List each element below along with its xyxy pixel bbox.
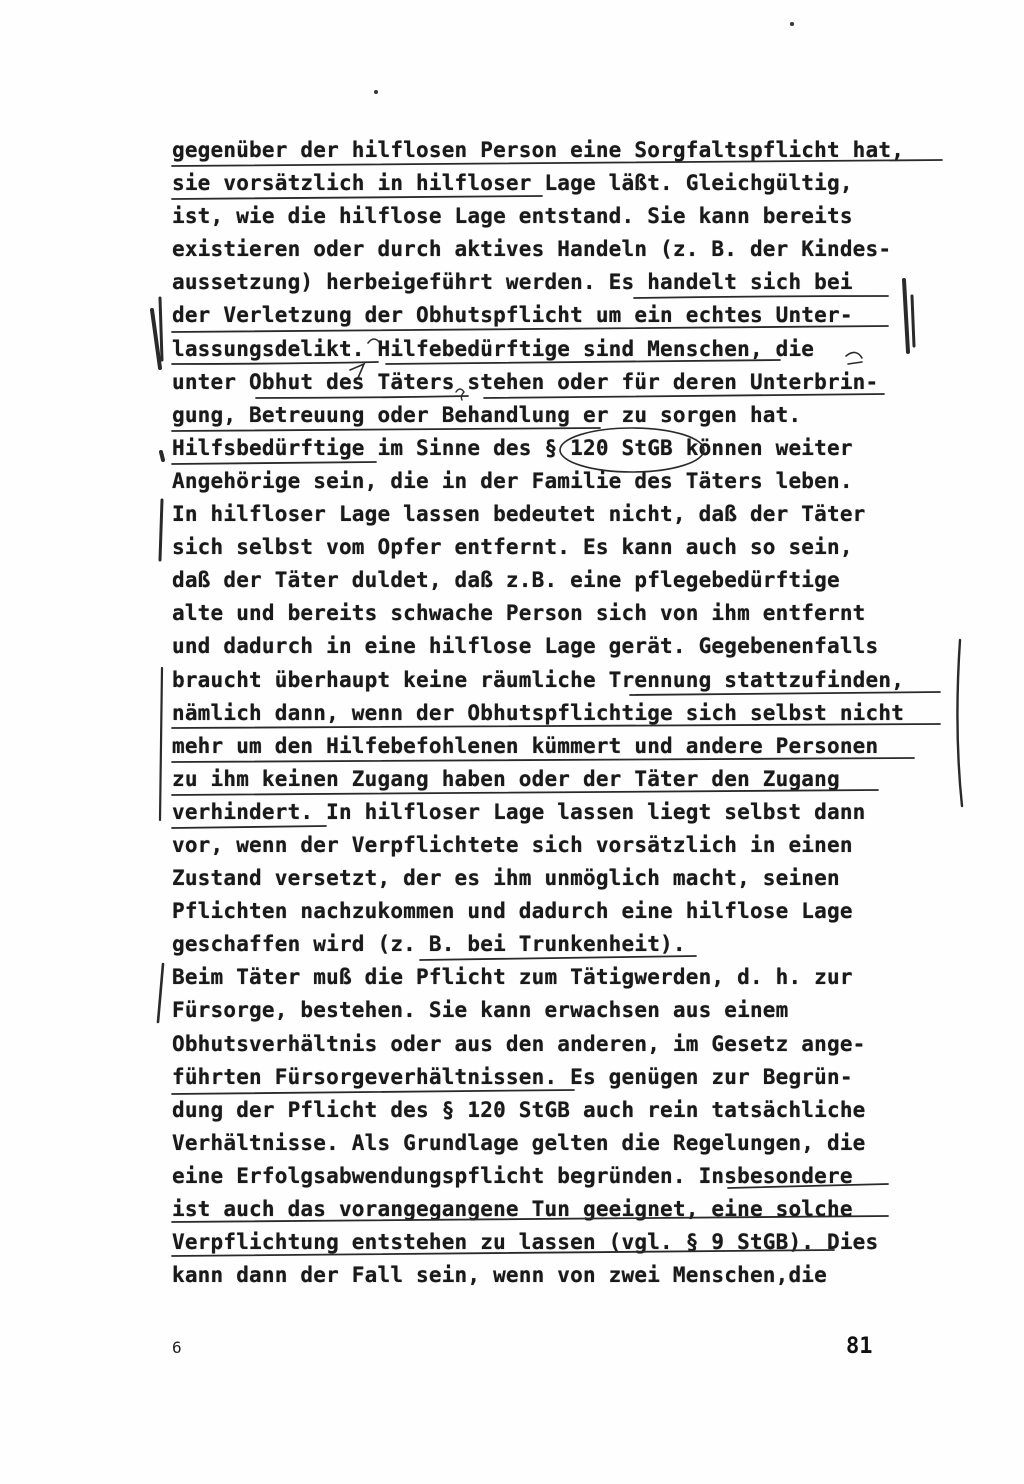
page-number: 81 bbox=[846, 1334, 873, 1359]
margin-bar bbox=[161, 452, 163, 460]
text-line: Angehörige sein, die in der Familie des Täters leben. bbox=[172, 468, 853, 493]
text-line: alte und bereits schwache Person sich von ihm entfernt bbox=[172, 601, 866, 626]
text-line: Zustand versetzt, der es ihm unmöglich macht, seinen bbox=[172, 866, 840, 891]
text-line: daß der Täter duldet, daß z.B. eine pflegebedürftige bbox=[172, 568, 840, 593]
text-line: Obhutsverhältnis oder aus den anderen, im Gesetz ange- bbox=[172, 1031, 866, 1056]
text-line: gegenüber der hilflosen Person eine Sorgfaltspflicht hat, bbox=[172, 138, 905, 162]
text-line: geschaffen wird (z. B. bei Trunkenheit). bbox=[172, 932, 686, 957]
text-line: verhindert. In hilfloser Lage lassen liegt selbst dann bbox=[172, 799, 866, 824]
text-line: aussetzung) herbeigeführt werden. Es handelt sich bei bbox=[172, 270, 853, 295]
margin-bar bbox=[957, 640, 962, 806]
text-line: vor, wenn der Verpflichtete sich vorsätzlich in einen bbox=[172, 832, 853, 857]
margin-bar bbox=[160, 298, 162, 360]
text-line: eine Erfolgsabwendungspflicht begründen. Insbesondere bbox=[172, 1163, 853, 1188]
text-line: existieren oder durch aktives Handeln (z. B. der Kindes- bbox=[172, 237, 892, 262]
text-line: zu ihm keinen Zugang haben oder der Täter den Zugang bbox=[172, 766, 840, 791]
margin-bar bbox=[160, 500, 162, 560]
text-line: ist auch das vorangegangene Tun geeignet, eine solche bbox=[172, 1197, 853, 1221]
text-line: dung der Pflicht des § 120 StGB auch rein tatsächliche bbox=[172, 1097, 866, 1122]
text-line: gung, Betreuung oder Behandlung er zu sorgen hat. bbox=[172, 402, 802, 427]
ink-dot bbox=[374, 90, 378, 94]
text-line: Verhältnisse. Als Grundlage gelten die Regelungen, die bbox=[172, 1130, 866, 1155]
text-line: führten Fürsorgeverhältnissen. Es genügen zur Begrün- bbox=[172, 1064, 853, 1089]
text-line: Fürsorge, bestehen. Sie kann erwachsen aus einem bbox=[172, 998, 789, 1023]
text-line: und dadurch in eine hilflose Lage gerät. Gegebenenfalls bbox=[172, 634, 879, 659]
text-line: mehr um den Hilfebefohlenen kümmert und andere Personen bbox=[172, 733, 879, 758]
text-line: sie vorsätzlich in hilfloser Lage läßt. Gleichgültig, bbox=[172, 171, 853, 196]
text-line: ist, wie die hilflose Lage entstand. Sie kann bereits bbox=[172, 204, 853, 229]
text-line: Pflichten nachzukommen und dadurch eine hilflose Lage bbox=[172, 899, 853, 924]
text-line: In hilfloser Lage lassen bedeutet nicht, daß der Täter bbox=[172, 502, 866, 527]
text-line: sich selbst vom Opfer entfernt. Es kann auch so sein, bbox=[172, 535, 853, 560]
text-line: Hilfsbedürftige im Sinne des § 120 StGB können weiter bbox=[172, 435, 853, 460]
text-line: lassungsdelikt. Hilfebedürftige sind Menschen, die bbox=[172, 336, 815, 361]
text-line: kann dann der Fall sein, wenn von zwei Menschen,die bbox=[172, 1263, 827, 1288]
text-line: unter Obhut des Täters stehen oder für deren Unterbrin- bbox=[172, 369, 879, 394]
text-line: Beim Täter muß die Pflicht zum Tätigwerden, d. h. zur bbox=[172, 965, 853, 990]
margin-bar bbox=[152, 310, 160, 368]
text-line: braucht überhaupt keine räumliche Trennung stattzufinden, bbox=[172, 667, 905, 692]
text-line: Verpflichtung entstehen zu lassen (vgl. § 9 StGB). Dies bbox=[172, 1230, 879, 1255]
footer-marker: 6 bbox=[172, 1338, 182, 1357]
margin-bar bbox=[160, 668, 162, 820]
margin-bar bbox=[158, 964, 163, 1022]
typed-text-block bbox=[172, 134, 952, 1292]
text-line: nämlich dann, wenn der Obhutspflichtige sich selbst nicht bbox=[172, 700, 905, 725]
ink-dot bbox=[790, 22, 794, 26]
text-line: der Verletzung der Obhutspflicht um ein echtes Unter- bbox=[172, 303, 853, 328]
